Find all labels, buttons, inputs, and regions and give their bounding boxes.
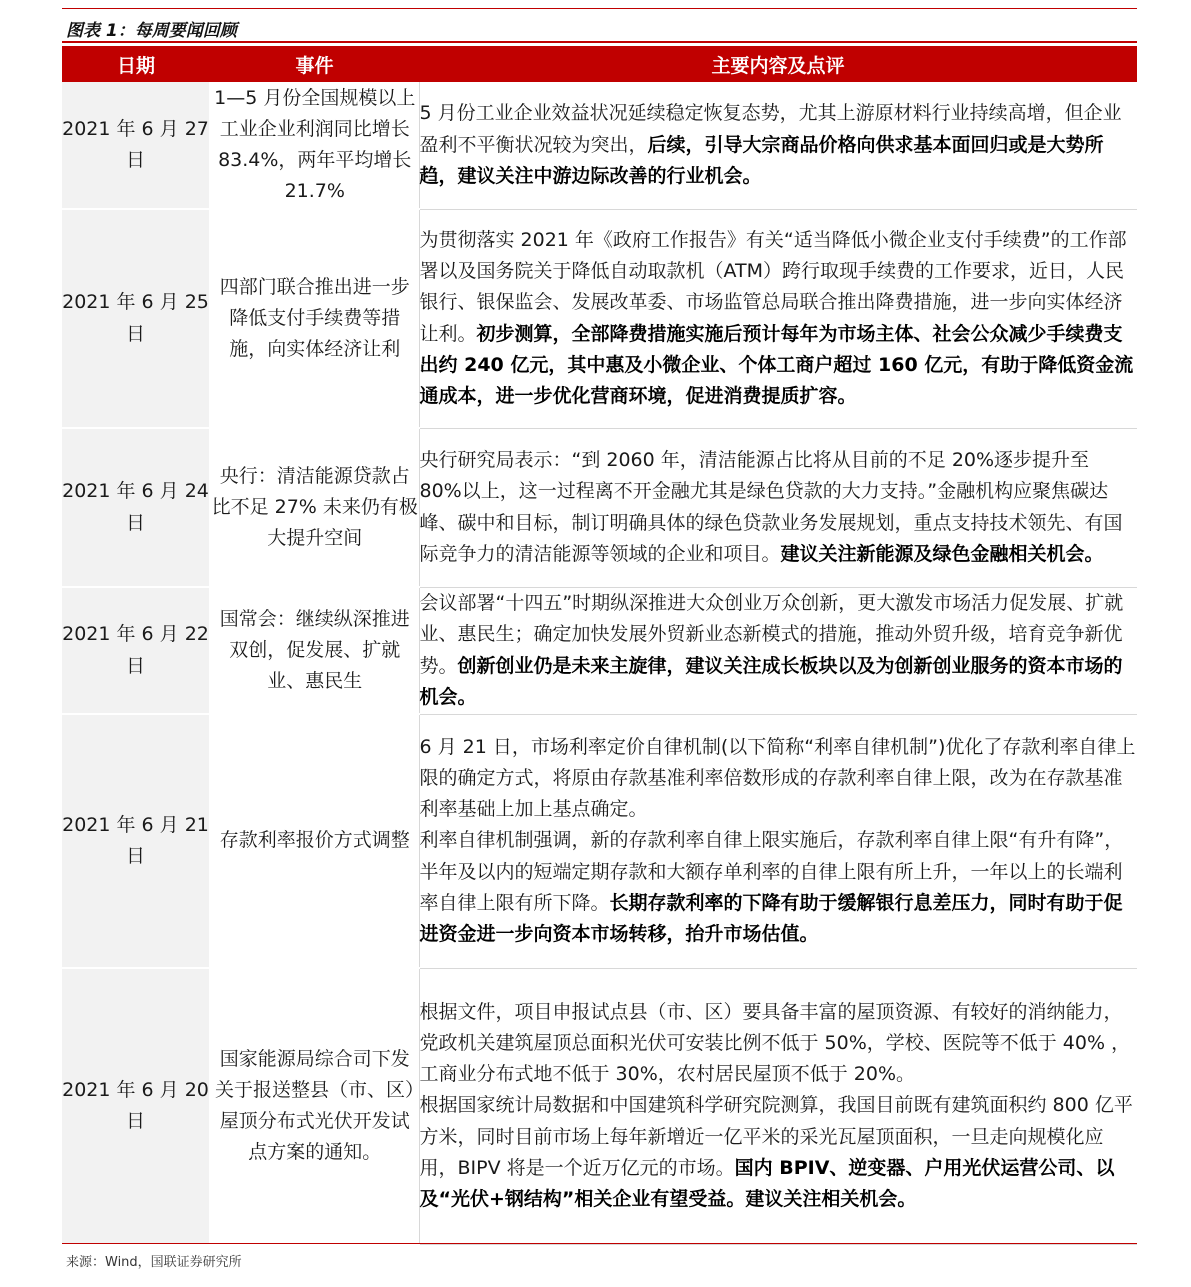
comment-highlight: 初步测算，全部降费措施实施后预计每年为市场主体、社会公众减少手续费支出约 240 亿元，其中惠及小微企业、个体工商户超过 160 亿元，有助于降低资金流通成本，进一步优化营商环境，促进消费提质扩容。: [419, 322, 1134, 407]
comment-paragraph: [420, 445, 1138, 570]
comment-text: 会议部署“十四五”时期纵深推进大众创业万众创新，更大激发市场活力促发展、扩就业、惠民生；确定加快发展外贸新业态新模式的措施，推动外贸升级，培育竞争新优势。: [419, 592, 1124, 677]
header-date: 日期: [62, 46, 210, 82]
table-row: [62, 714, 1137, 968]
row-event: 央行：清洁能源贷款占比不足 27% 未来仍有极大提升空间: [210, 428, 419, 587]
comment-highlight: 创新创业仍是未来主旋律，建议关注成长板块以及为创新创业服务的资本市场的机会。: [419, 654, 1123, 708]
comment-text: 央行研究局表示：“到 2060 年，清洁能源占比将从目前的不足 20%逐步提升至 80%以上，这一过程离不开金融尤其是绿色贷款的大力支持。”金融机构应聚焦碳达峰、碳中和目标，制订明确具体的绿色贷款业务发展规划，重点支持技术领先、有国际竞争力的清洁能源等领域的企业和项目。: [419, 449, 1123, 565]
comment-highlight: 长期存款利率的下降有助于缓解银行息差压力，同时有助于促进资金进一步向资本市场转移，抬升市场估值。: [419, 891, 1123, 945]
bottom-rule: [62, 1243, 1137, 1244]
row-date: 2021 年 6 月 22 日: [62, 587, 210, 714]
comment-text: 5 月份工业企业效益状况延续稳定恢复态势，尤其上游原材料行业持续高增，但企业盈利不平衡状况较为突出，: [419, 102, 1122, 156]
comment-paragraph: [420, 225, 1138, 412]
table-row: [62, 587, 1137, 714]
row-date: 2021 年 6 月 25 日: [62, 209, 210, 428]
comment-paragraph: [420, 98, 1138, 192]
row-comment: [419, 587, 1137, 714]
table-row: [62, 968, 1137, 1244]
row-comment: [419, 428, 1137, 587]
row-comment: [419, 968, 1137, 1244]
row-event: 存款利率报价方式调整: [210, 714, 419, 968]
header-comment: 主要内容及点评: [419, 46, 1137, 82]
table-row: [62, 209, 1137, 428]
row-event: 四部门联合推出进一步降低支付手续费等措施，向实体经济让利: [210, 209, 419, 428]
row-comment: [419, 209, 1137, 428]
table-header-row: [62, 46, 1137, 82]
comment-paragraph: [420, 1090, 1138, 1215]
row-date: 2021 年 6 月 20 日: [62, 968, 210, 1244]
row-comment: [419, 82, 1137, 209]
comment-highlight: 后续，引导大宗商品价格向供求基本面回归或是大势所趋，建议关注中游边际改善的行业机会。: [419, 133, 1104, 187]
caption-rule: [62, 41, 1137, 43]
comment-text: 为贯彻落实 2021 年《政府工作报告》有关“适当降低小微企业支付手续费”的工作部署以及国务院关于降低自动取款机（ATM）跨行取现手续费的工作要求，近日，人民银行、银保监会、发展改革委、市场监管总局联合推出降费措施，进一步向实体经济让利。: [419, 228, 1127, 345]
row-date: 2021 年 6 月 27 日: [62, 82, 210, 209]
comment-paragraph: [420, 732, 1138, 826]
row-event: 国家能源局综合司下发关于报送整县（市、区）屋顶分布式光伏开发试点方案的通知。: [210, 968, 419, 1244]
row-event: 1—5 月份全国规模以上工业企业利润同比增长 83.4%，两年平均增长 21.7%: [210, 82, 419, 209]
comment-text: 6 月 21 日，市场利率定价自律机制(以下简称“利率自律机制”)优化了存款利率自律上限的确定方式，将原由存款基准利率倍数形成的存款利率自律上限，改为在存款基准利率基础上加上基点确定。: [419, 735, 1136, 821]
table-row: [62, 428, 1137, 587]
header-event: 事件: [210, 46, 419, 82]
row-comment: [419, 714, 1137, 968]
row-event: 国常会：继续纵深推进双创，促发展、扩就业、惠民生: [210, 587, 419, 714]
row-date: 2021 年 6 月 21 日: [62, 714, 210, 968]
figure-caption: 图表 1：每周要闻回顾: [66, 21, 237, 41]
source-note: 来源：Wind，国联证券研究所: [66, 1255, 242, 1270]
comment-text: 根据国家统计局数据和中国建筑科学研究院测算，我国目前既有建筑面积约 800 亿平方米，同时目前市场上每年新增近一亿平米的采光瓦屋顶面积，一旦走向规模化应用，BIPV 将是一个近万亿元的市场。: [419, 1094, 1133, 1179]
comment-text: 利率自律机制强调，新的存款利率自律上限实施后，存款利率自律上限“有升有降”，半年及以内的短端定期存款和大额存单利率的自律上限有所上升，一年以上的长端利率自律上限有所下降。: [419, 829, 1124, 914]
weekly-news-table: [62, 46, 1137, 1245]
row-date: 2021 年 6 月 24 日: [62, 428, 210, 587]
comment-paragraph: [420, 588, 1138, 713]
comment-paragraph: [420, 825, 1138, 950]
table-row: [62, 82, 1137, 209]
comment-highlight: 建议关注新能源及绿色金融相关机会。: [780, 542, 1104, 565]
comment-paragraph: [420, 997, 1138, 1091]
comment-text: 根据文件，项目申报试点县（市、区）要具备丰富的屋顶资源、有较好的消纳能力，党政机关建筑屋顶总面积光伏可安装比例不低于 50%，学校、医院等不低于 40% ，工商业分布式地不低于 30%，农村居民屋顶不低于 20%。: [419, 1000, 1131, 1086]
comment-highlight: 国内 BPIV、逆变器、户用光伏运营公司、以及“光伏+钢结构”相关企业有望受益。建议关注相关机会。: [419, 1156, 1115, 1210]
top-rule: [62, 8, 1137, 9]
